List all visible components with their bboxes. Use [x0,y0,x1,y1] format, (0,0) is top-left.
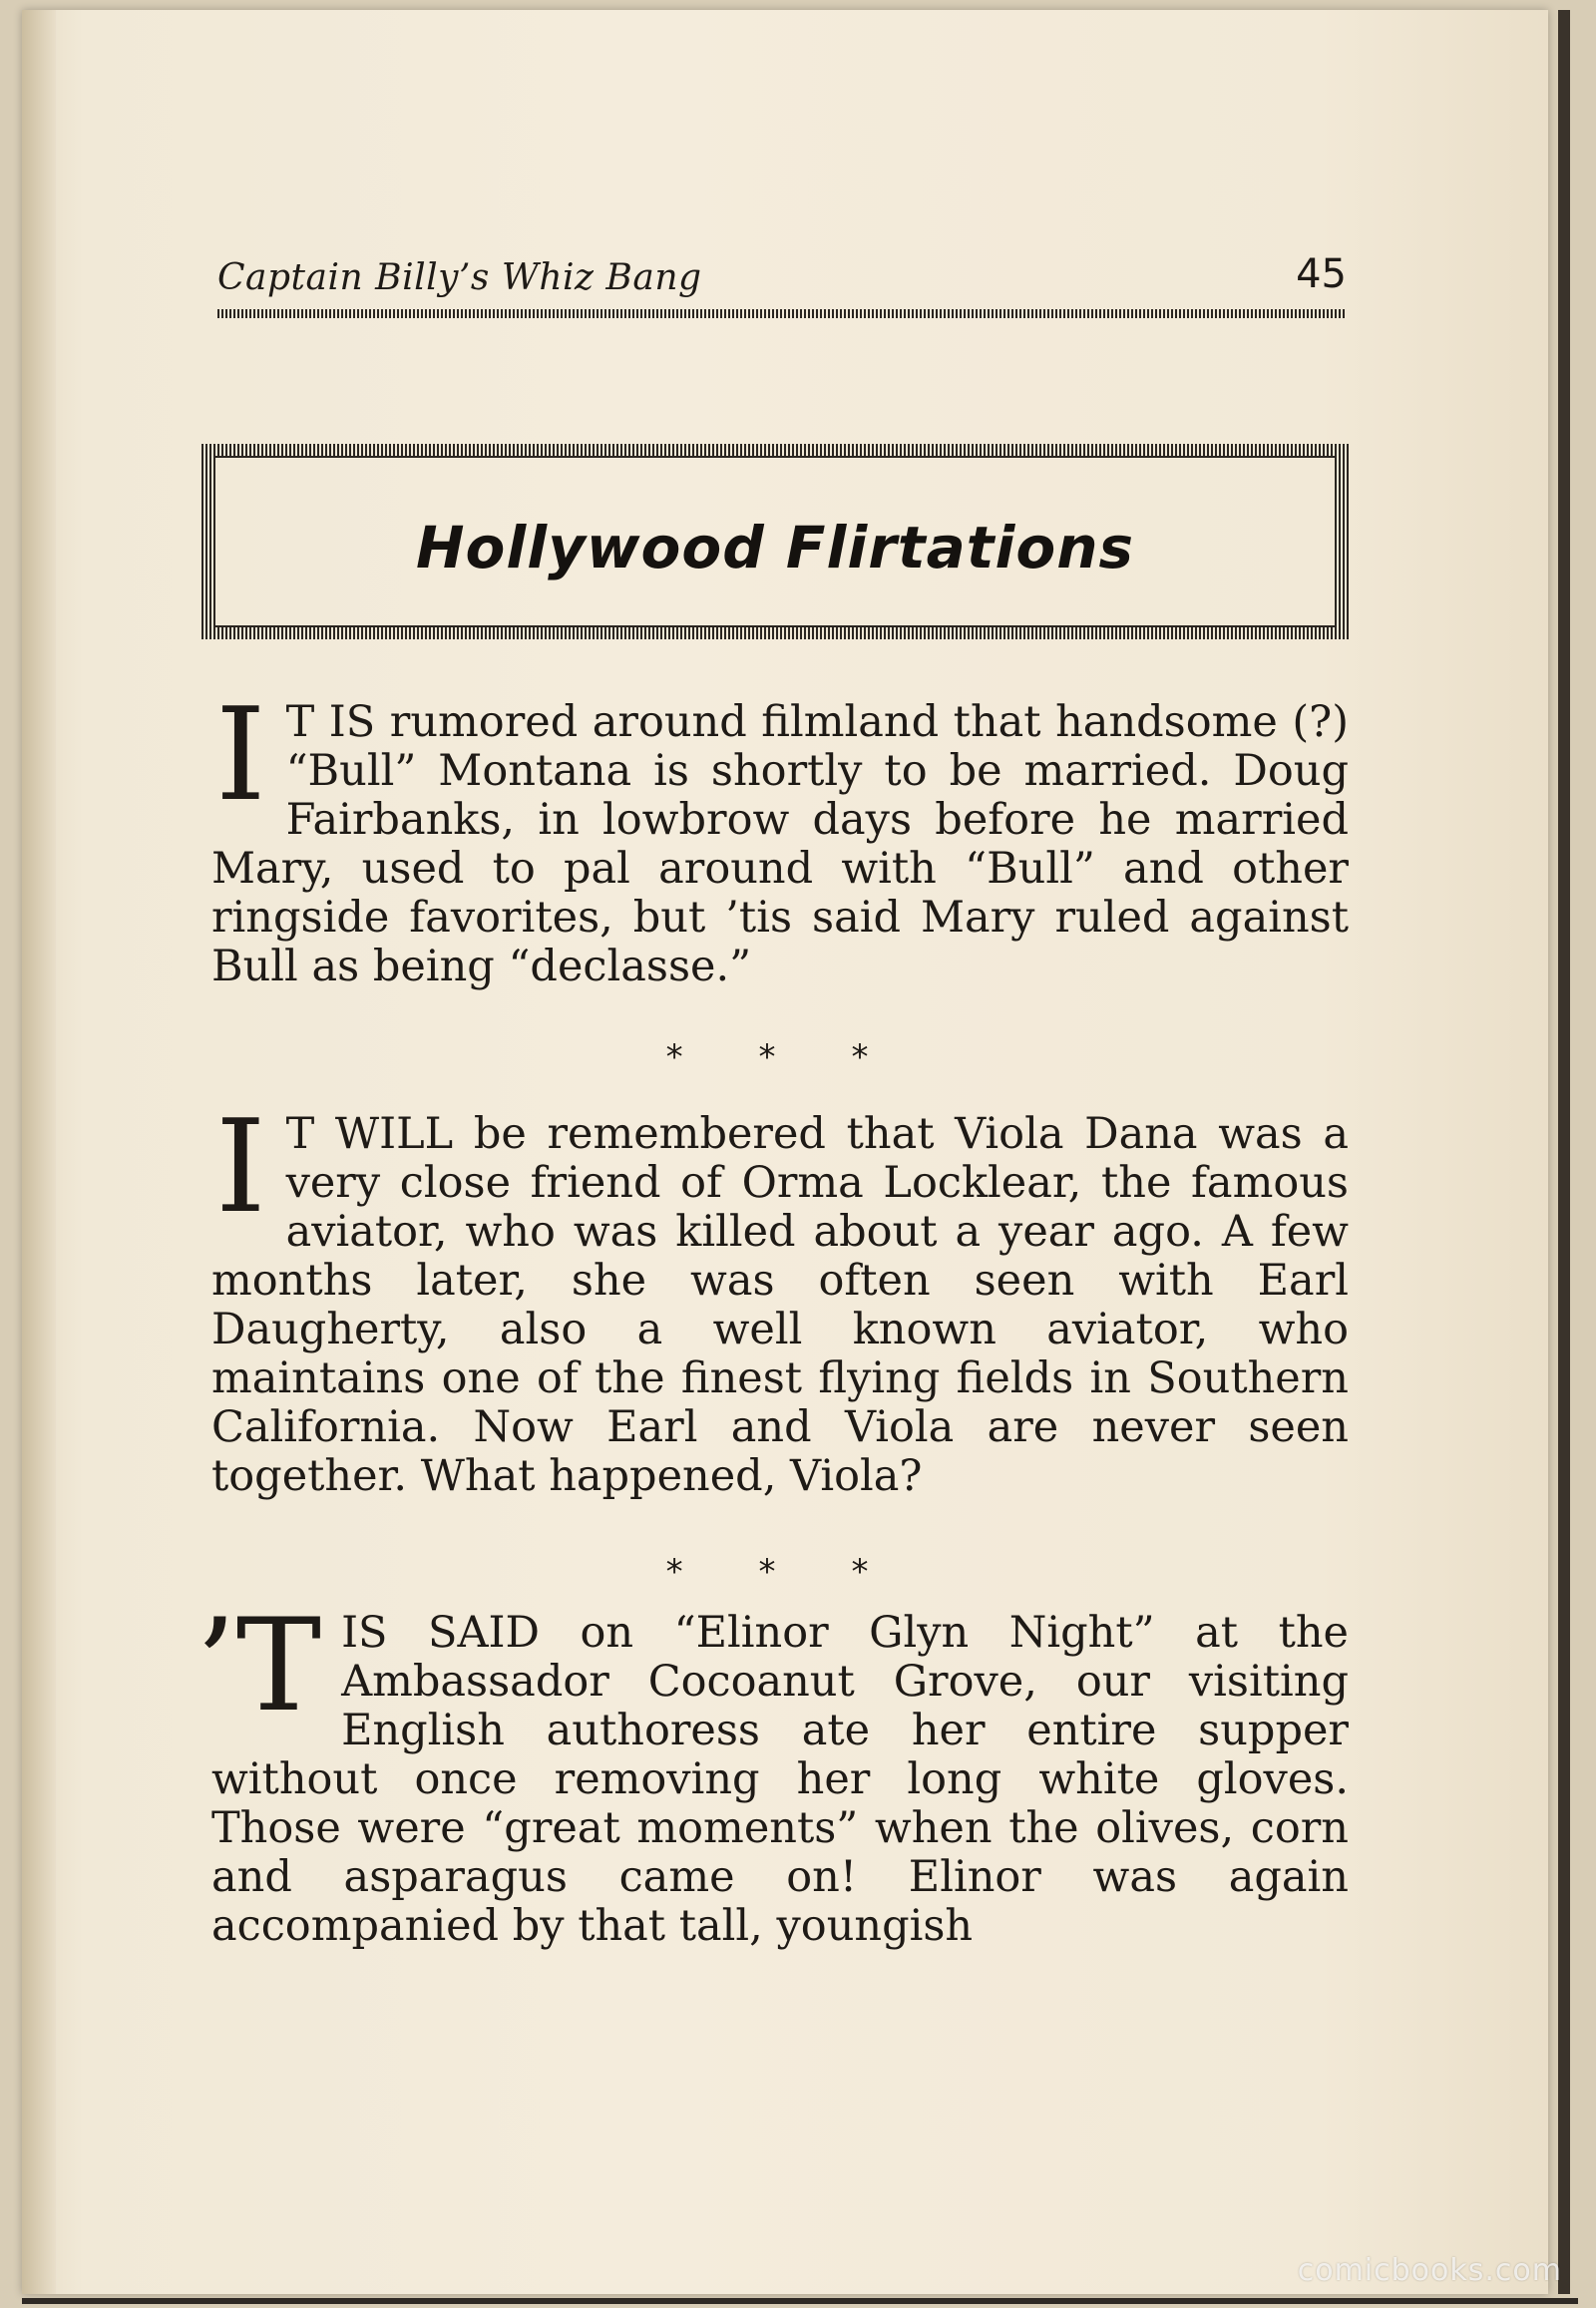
paragraph-text: T IS rumored around filmland that handsome (?) “Bull” Montana is shortly to be married. Doug Fairbanks, in lowbrow days before he married Mary, used to pal around with “Bull” and other ringside favorites, but ’tis said Mary ruled against Bull as being “declasse.” [211,697,1349,991]
drop-cap: I [215,681,266,830]
paragraph-text: IS SAID on “Elinor Glyn Night” at the Ambassador Cocoanut Grove, our visiting English authoress ate her entire supper without once removing her long white gloves. Those were “great moments” when the olives, corn and asparagus came on! Elinor was again accompanied by that tall, youngish [211,1608,1349,1951]
drop-cap: ’T [196,1592,322,1740]
paragraph-text: T WILL be remembered that Viola Dana was a very close friend of Orma Locklear, the famous aviator, who was killed about a year ago. A few months later, she was often seen with Earl Daugherty, also a well known aviator, who maintains one of the finest flying fields in Southern California. Now Earl and Viola are never seen together. What happened, Viola? [211,1109,1349,1501]
page-right-edge [1558,10,1570,2294]
paragraph-2 [211,1093,1349,1501]
source-watermark: comicbooks.com [1297,2253,1562,2288]
header-rule [217,309,1347,318]
page-spine-shadow [22,10,56,2294]
section-separator: * * * [663,1037,897,1077]
page-number: 45 [1296,251,1347,297]
paragraph-3 [196,1592,1349,1951]
title-frame [201,444,1349,639]
drop-cap: I [215,1093,266,1242]
article-title: Hollywood Flirtations [415,514,1135,581]
page-bottom-edge [22,2298,1578,2304]
section-separator: * * * [663,1552,897,1592]
running-header [190,251,1347,301]
running-title: Captain Billy’s Whiz Bang [217,257,702,298]
paragraph-1 [211,681,1349,991]
